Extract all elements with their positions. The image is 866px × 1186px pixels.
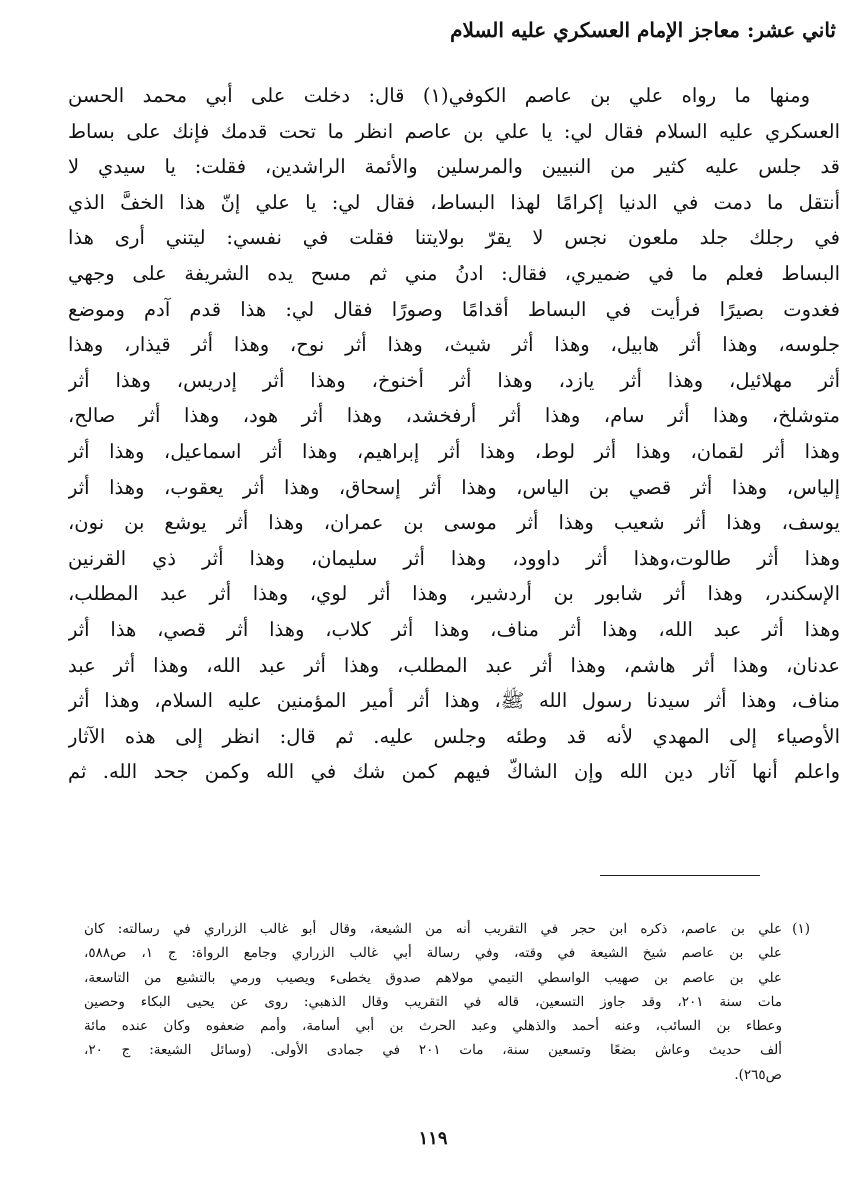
text-line: وهذا أثر لقمان، وهذا أثر لوط، وهذا أثر إبراهيم، وهذا أثر اسماعيل، وهذا أثر xyxy=(68,439,840,463)
footnote-number: (١) xyxy=(792,921,810,937)
text-line: متوشلخ، وهذا أثر سام، وهذا أثر أرفخشد، وهذا أثر هود، وهذا أثر صالح، xyxy=(68,404,840,428)
footnote xyxy=(84,917,810,1087)
footnote-divider xyxy=(600,875,760,876)
text-line: عدنان، وهذا أثر هاشم، وهذا أثر عبد المطلب، وهذا أثر عبد الله، وهذا أثر عبد xyxy=(68,653,840,677)
text-line: مناف، وهذا أثر سيدنا رسول الله ﷺ، وهذا أثر أمير المؤمنين عليه السلام، وهذا أثر xyxy=(68,689,840,713)
footnote-line xyxy=(84,917,810,941)
text-line: وهذا أثر طالوت،وهذا أثر داوود، وهذا أثر سليمان، وهذا أثر ذي القرنين xyxy=(68,546,840,570)
text-line: في رجلك جلد ملعون نجس لا يقرّ بولايتنا فقلت في نفسي: ليتني أرى هذا xyxy=(68,226,840,250)
text-line: ومنها ما رواه علي بن عاصم الكوفي(١) قال: دخلت على أبي محمد الحسن xyxy=(68,84,810,107)
text-line: فغدوت بصيرًا فرأيت في البساط أقدامًا وصورًا فقال لي: هذا قدم آدم وموضع xyxy=(68,297,840,321)
footnote-line: علي بن عاصم شيخ الشيعة في وقته، وفي رسالة أبي غالب الزراري وجامع الرواة: ج ١، ص٥٨٨، xyxy=(84,945,782,962)
text-line: أنتقل ما دمت في الدنيا إكرامًا لهذا البساط، فقال لي: يا علي إنّ هذا الخفَّ الذي xyxy=(68,190,840,214)
text-line: قد جلس عليه كثير من النبيين والمرسلين والأئمة الراشدين، فقلت: يا سيدي لا xyxy=(68,155,840,179)
footnote-line: وعطاء بن السائب، وعنه أحمد والذهلي وعبد الحرث بن أبي أسامة، وأمم ضعفوه وكان عنده مائة xyxy=(84,1018,782,1035)
text-line: أثر مهلائيل، وهذا أثر يازد، وهذا أثر أخنوخ، وهذا أثر إدريس، وهذا أثر xyxy=(68,368,840,392)
footnote-line: ألف حديث وعاش بضعًا وتسعين سنة، مات ٢٠١ في جمادى الأولى. (وسائل الشيعة: ج ٢٠، xyxy=(84,1042,782,1059)
text-line: الإسكندر، وهذا أثر شابور بن أردشير، وهذا أثر لوي، وهذا أثر عبد المطلب، xyxy=(68,582,840,606)
text-line: الأوصياء إلى المهدي لأنه قد وطئه وجلس عليه. ثم قال: انظر إلى هذه الآثار xyxy=(68,724,840,748)
text-line: جلوسه، وهذا أثر هابيل، وهذا أثر شيث، وهذا أثر نوح، وهذا أثر قيذار، وهذا xyxy=(68,333,840,357)
page-number: ١١٩ xyxy=(418,1128,448,1149)
footnote-text: علي بن عاصم، ذكره ابن حجر في التقريب أنه من الشيعة، وقال أبو غالب الزراري في رسالته: كان xyxy=(84,921,782,937)
text-line: إلياس، وهذا أثر قصي بن الياس، وهذا أثر إسحاق، وهذا أثر يعقوب، وهذا أثر xyxy=(68,475,840,499)
text-line: البساط فعلم ما في ضميري، فقال: ادنُ مني ثم مسح يده الشريفة على وجهي xyxy=(68,261,840,285)
text-line: واعلم أنها آثار دين الله وإن الشاكّ فيهم كمن شك في الله وكمن جحد الله. ثم xyxy=(68,760,840,784)
chapter-heading: ثاني عشر: معاجز الإمام العسكري عليه السلام xyxy=(450,18,836,42)
text-line: العسكري عليه السلام فقال لي: يا علي بن عاصم انظر ما تحت قدمك فإنك على بساط xyxy=(68,119,840,143)
footnote-line: مات سنة ٢٠١، وقد جاوز التسعين، قاله في التقريب وقال الذهبي: روى عن يحيى البكاء وحصين xyxy=(84,993,782,1010)
text-line: يوسف، وهذا أثر شعيب وهذا أثر موسى بن عمران، وهذا أثر يوشع بن نون، xyxy=(68,511,840,535)
text-line: وهذا أثر عبد الله، وهذا أثر مناف، وهذا أثر كلاب، وهذا أثر قصي، هذا أثر xyxy=(68,617,840,641)
footnote-line: علي بن عاصم بن صهيب الواسطي التيمي مولاهم صدوق يخطىء ويصيب ورمي بالتشيع من التاسعة، xyxy=(84,969,782,986)
footnote-line: ص٢٦٥). xyxy=(734,1066,782,1083)
main-text xyxy=(68,78,840,790)
